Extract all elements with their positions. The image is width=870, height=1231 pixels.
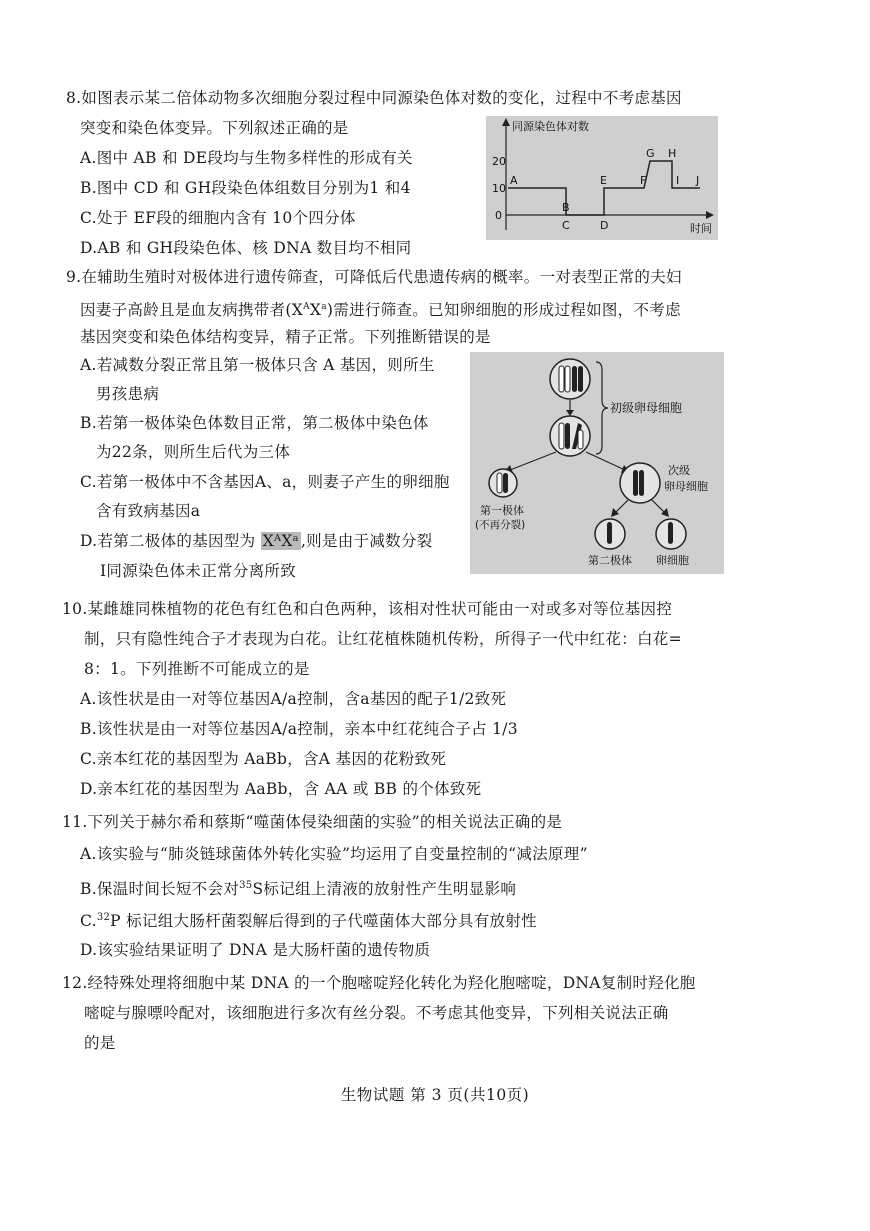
q11-option-d: D.该实验结果证明了 DNA 是大肠杆菌的遗传物质 bbox=[80, 941, 431, 959]
chromosome-icon bbox=[578, 430, 583, 449]
q8-option-a: A.图中 AB 和 DE段均与生物多样性的形成有关 bbox=[80, 149, 413, 167]
q11-option-b-isotope: 35 bbox=[239, 880, 253, 891]
chromosome-icon bbox=[607, 522, 612, 544]
x-axis-arrow bbox=[706, 211, 714, 219]
q9-stem-line3: 基因突变和染色体结构变异，精子正常。下列推断错误的是 bbox=[80, 328, 491, 346]
q11-option-a: A.该实验与“肺炎链球菌体外转化实验”均运用了自变量控制的“减法原理” bbox=[80, 845, 588, 863]
x-axis-label: 时间 bbox=[690, 222, 712, 235]
point-label-b: B bbox=[562, 201, 570, 214]
chromosome-icon bbox=[497, 473, 502, 493]
label-egg: 卵细胞 bbox=[656, 554, 689, 567]
q10-stem-line1: 10.某雌雄同株植物的花色有红色和白色两种，该相对性状可能由一对或多对等位基因控 bbox=[62, 600, 673, 618]
chromosome-icon bbox=[559, 366, 564, 392]
point-label-g: G bbox=[646, 147, 655, 160]
q9-stem-line2 bbox=[80, 297, 681, 320]
point-label-a: A bbox=[510, 174, 518, 187]
point-label-e: E bbox=[600, 174, 607, 187]
bracket-icon bbox=[596, 362, 608, 454]
q9-stem-line1: 9.在辅助生殖时对极体进行遗传筛查，可降低后代患遗传病的概率。一对表型正常的夫妇 bbox=[66, 268, 682, 286]
q9-option-d-line1 bbox=[80, 531, 433, 551]
label-no-further-division: (不再分裂) bbox=[475, 519, 526, 531]
y-tick-20: 20 bbox=[492, 155, 506, 168]
q11-option-c bbox=[80, 908, 537, 931]
q9-option-b-line2: 为22条，则所生后代为三体 bbox=[96, 443, 291, 461]
chromosome-icon bbox=[565, 423, 570, 449]
point-label-c: C bbox=[562, 219, 570, 232]
chromosome-icon bbox=[503, 473, 508, 493]
q8-option-c: C.处于 EF段的细胞内含有 10个四分体 bbox=[80, 209, 356, 227]
y-axis-label: 同源染色体对数 bbox=[512, 120, 589, 133]
q9-stem-line2-a: 因妻子高龄且是血友病携带者(X bbox=[80, 301, 304, 320]
label-secondary-1: 次级 bbox=[668, 464, 690, 477]
q9-option-c-line1: C.若第一极体中不含基因A、a，则妻子产生的卵细胞 bbox=[80, 473, 450, 491]
q9-option-a-line2: 男孩患病 bbox=[96, 385, 160, 403]
q11-stem: 11.下列关于赫尔希和蔡斯“噬菌体侵染细菌的实验”的相关说法正确的是 bbox=[62, 813, 563, 831]
q8-option-b: B.图中 CD 和 GH段染色体组数目分别为1 和4 bbox=[80, 179, 411, 197]
q9-stem-line2-b: )需进行筛查。已知卵细胞的形成过程如图，不考虑 bbox=[326, 301, 681, 320]
q10-option-b: B.该性状是由一对等位基因A/a控制，亲本中红花纯合子占 1/3 bbox=[80, 720, 518, 738]
q11-option-c-post: P 标记组大肠杆菌裂解后得到的子代噬菌体大部分具有放射性 bbox=[110, 912, 537, 931]
q9-option-b-line1: B.若第一极体染色体数目正常，第二极体中染色体 bbox=[80, 414, 429, 432]
q12-stem-line3: 的是 bbox=[84, 1034, 116, 1052]
q10-stem-line3: 8：1。下列推断不可能成立的是 bbox=[84, 660, 310, 678]
q11-option-b bbox=[80, 876, 516, 899]
homologous-pairs-chart bbox=[486, 116, 718, 240]
q10-option-d: D.亲本红花的基因型为 AaBb，含 AA 或 BB 的个体致死 bbox=[80, 780, 482, 798]
q11-option-b-post: S标记组上清液的放射性产生明显影响 bbox=[252, 880, 517, 899]
point-label-h: H bbox=[668, 147, 677, 160]
q9-option-a-line1: A.若减数分裂正常且第一极体只含 A 基因，则所生 bbox=[80, 356, 435, 374]
chart-svg bbox=[486, 116, 718, 240]
label-second-polar-body: 第二极体 bbox=[588, 554, 632, 567]
q12-stem-line2: 嘧啶与腺嘌呤配对，该细胞进行多次有丝分裂。不考虑其他变异，下列相关说法正确 bbox=[84, 1004, 669, 1022]
q11-option-c-isotope: 32 bbox=[96, 912, 111, 923]
q10-option-c: C.亲本红花的基因型为 AaBb，含A 基因的花粉致死 bbox=[80, 750, 447, 768]
arrow-line bbox=[616, 500, 628, 512]
oocyte-figure-svg bbox=[470, 352, 724, 574]
q9-carrier-mid-X: X bbox=[309, 301, 322, 320]
point-label-j: J bbox=[696, 174, 700, 187]
chart-steps bbox=[508, 161, 700, 215]
q9-carrier-sup-a: a bbox=[321, 302, 327, 312]
y-tick-10: 10 bbox=[492, 182, 506, 195]
chromosome-icon bbox=[565, 366, 570, 392]
chromosome-icon bbox=[559, 423, 564, 449]
q8-stem-line1: 8.如图表示某二倍体动物多次细胞分裂过程中同源染色体对数的变化，过程中不考虑基因 bbox=[66, 89, 682, 107]
series-line bbox=[508, 161, 700, 215]
q8-stem-line2: 突变和染色体变异。下列叙述正确的是 bbox=[80, 119, 349, 137]
chromosome-icon bbox=[572, 366, 577, 392]
label-secondary-2: 卵母细胞 bbox=[664, 480, 708, 493]
chromosome-icon bbox=[633, 470, 638, 496]
chromosome-icon bbox=[639, 470, 644, 496]
point-label-i: I bbox=[676, 174, 680, 187]
q10-option-a: A.该性状是由一对等位基因A/a控制，含a基因的配子1/2致死 bbox=[80, 690, 507, 708]
y-axis-arrow bbox=[502, 118, 510, 126]
chromosome-icon bbox=[578, 366, 583, 392]
y-tick-0: 0 bbox=[495, 209, 502, 222]
point-label-f: F bbox=[640, 174, 647, 187]
q9-option-d-line2: Ⅰ同源染色体未正常分离所致 bbox=[100, 562, 297, 580]
arrow-line bbox=[510, 452, 556, 470]
label-primary-oocyte: 初级卵母细胞 bbox=[610, 401, 683, 415]
arrow-line bbox=[652, 500, 664, 512]
q11-option-b-pre: B.保温时间长短不会对 bbox=[80, 880, 240, 899]
arrow-head-icon bbox=[611, 508, 619, 517]
point-label-d: D bbox=[600, 219, 609, 232]
q9-carrier-sup-A: A bbox=[303, 302, 310, 312]
q10-stem-line2: 制，只有隐性纯合子才表现为白花。让红花植株随机传粉，所得子一代中红花：白花= bbox=[84, 630, 682, 648]
q11-option-c-pre: C. bbox=[80, 912, 97, 931]
q12-stem-line1: 12.经特殊处理将细胞中某 DNA 的一个胞嘧啶羟化转化为羟化胞嘧啶，DNA复制时羟化胞 bbox=[62, 974, 696, 992]
arrow-head-icon bbox=[661, 508, 669, 517]
q9-option-d-pre: D.若第二极体的基因型为 bbox=[80, 532, 261, 550]
label-first-polar-body: 第一极体 bbox=[480, 504, 524, 517]
arrow-head-icon bbox=[566, 410, 574, 416]
q9-option-c-line2: 含有致病基因a bbox=[96, 502, 201, 520]
oocyte-formation-figure bbox=[470, 352, 724, 574]
q8-option-d: D.AB 和 GH段染色体、核 DNA 数目均不相同 bbox=[80, 239, 412, 257]
q9-option-d-genotype: XᴬXᵃ bbox=[262, 532, 299, 550]
page-footer: 生物试题 第 3 页(共10页) bbox=[340, 1086, 530, 1104]
chromosome-icon bbox=[668, 522, 673, 544]
arrow-line bbox=[586, 452, 625, 470]
q9-option-d-post: ,则是由于减数分裂 bbox=[300, 532, 433, 550]
